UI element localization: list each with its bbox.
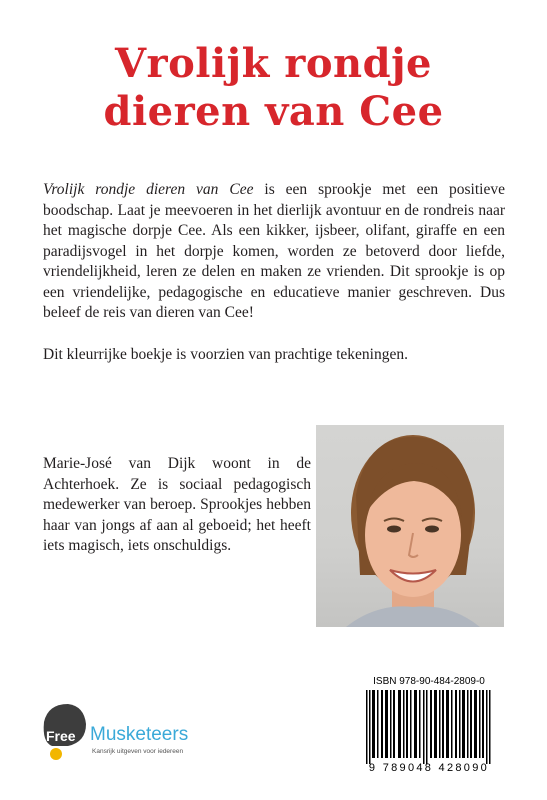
barcode-icon [358,690,500,764]
book-title [0,40,547,136]
author-photo-illustration [316,425,504,627]
author-bio: Marie-José van Dijk woont in de Achterhoek. Ze is sociaal pedagogisch medewerker van beroep. Sprookjes hebben haar van jongs af aan al geboeid; het heeft iets magisch, iets onschuldigs. [43,455,311,554]
blurb [43,180,505,365]
blurb-paragraph [43,180,505,324]
ean-digits: 9 789048 428090 [368,762,490,774]
publisher-name: Musketeers [90,724,189,745]
publisher-tagline: Kansrijk uitgeven voor iedereen [92,748,184,755]
isbn: ISBN 978-90-484-2809-0 [373,676,485,687]
title-line-2: dieren van Cee [103,88,444,135]
blurb-illustrations-note: Dit kleurrijke boekje is voorzien van prachtige tekeningen. [43,345,408,363]
author-photo [316,425,504,627]
barcode-panel [354,676,504,780]
publisher-logo [38,700,238,770]
blurb-text: is een sprookje met een positieve boodschap. Laat je meevoeren in het dierlijk avontuur en de rondreis naar het magische dorpje Cee. Als een kikker, ijsbeer, olifant, giraffe en een paradijsvogel in het dorpje komen, worden ze betoverd door liefde, vriendelijkheid, leren ze delen en maken ze vrienden. Dit sprookje is op een vriendelijke, pedagogische en educatieve manier geschreven. Dus beleef de reis van dieren van Cee! [43,181,505,321]
title-line-1: Vrolijk rondje [114,40,433,87]
publisher-free: Free [46,728,76,744]
blurb-book-title: Vrolijk rondje dieren van Cee [43,181,254,198]
